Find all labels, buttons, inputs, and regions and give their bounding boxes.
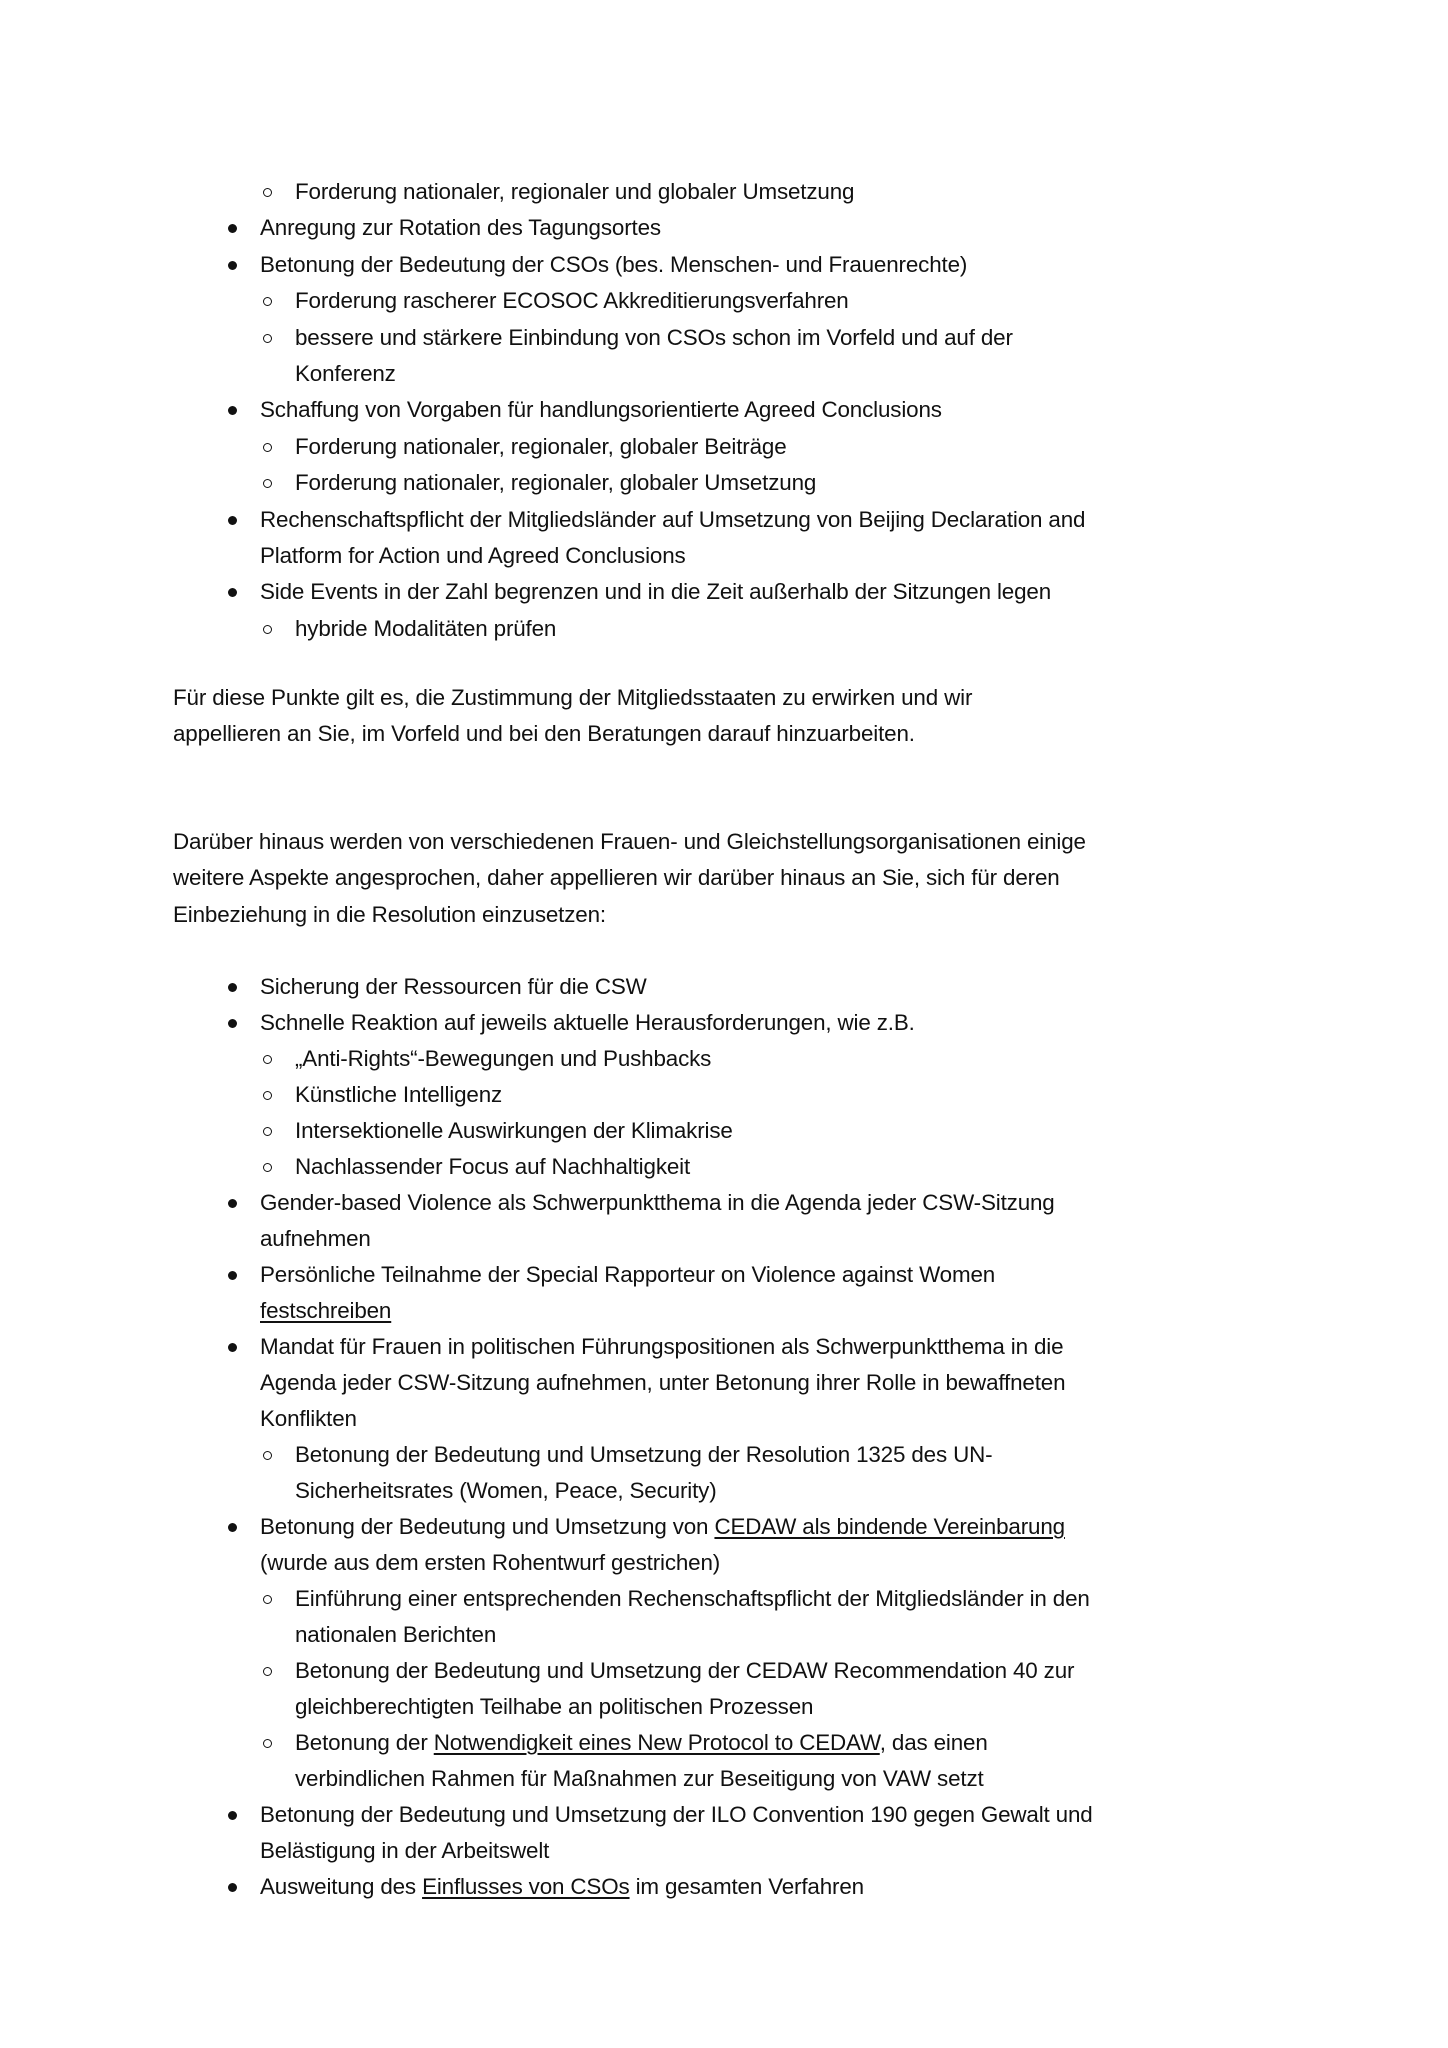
bullet-icon — [228, 983, 237, 992]
hollow-bullet-icon — [263, 1091, 272, 1100]
text-segment: im gesamten Verfahren — [629, 1874, 864, 1899]
hollow-bullet-icon — [263, 479, 272, 488]
underlined-text: Notwendigkeit eines New Protocol to CEDAW — [433, 1730, 880, 1755]
list-item: hybride Modalitäten prüfen — [295, 616, 557, 641]
underlined-text: CEDAW als bindende Vereinbarung — [714, 1514, 1065, 1539]
paragraph-line: Einbeziehung in die Resolution einzusetzen: — [173, 902, 606, 927]
list-item: „Anti-Rights“-Bewegungen und Pushbacks — [295, 1046, 712, 1071]
bullet-icon — [228, 516, 237, 525]
paragraph-line: Für diese Punkte gilt es, die Zustimmung der Mitgliedsstaaten zu erwirken und wir — [173, 685, 973, 710]
list-item — [295, 1725, 988, 1761]
text-segment: Ausweitung des — [260, 1874, 423, 1899]
list-item-continuation: nationalen Berichten — [295, 1622, 497, 1647]
list-item: Künstliche Intelligenz — [295, 1082, 503, 1107]
text-segment: Betonung der — [295, 1730, 434, 1755]
hollow-bullet-icon — [263, 625, 272, 634]
list-item: Side Events in der Zahl begrenzen und in die Zeit außerhalb der Sitzungen legen — [260, 579, 1051, 604]
list-item: Forderung nationaler, regionaler und globaler Umsetzung — [295, 179, 855, 204]
list-item-continuation: Sicherheitsrates (Women, Peace, Security) — [295, 1478, 717, 1503]
bullet-icon — [228, 1883, 237, 1892]
list-item-continuation: Belästigung in der Arbeitswelt — [260, 1838, 550, 1863]
hollow-bullet-icon — [263, 1163, 272, 1172]
list-item: Gender-based Violence als Schwerpunktthema in die Agenda jeder CSW-Sitzung — [260, 1190, 1055, 1215]
text-segment: Betonung der Bedeutung und Umsetzung von — [260, 1514, 715, 1539]
paragraph-line: appellieren an Sie, im Vorfeld und bei den Beratungen darauf hinzuarbeiten. — [173, 721, 915, 746]
list-item — [260, 1509, 1065, 1545]
list-item-continuation: aufnehmen — [260, 1226, 371, 1251]
list-item: Anregung zur Rotation des Tagungsortes — [260, 215, 661, 240]
hollow-bullet-icon — [263, 188, 272, 197]
hollow-bullet-icon — [263, 1595, 272, 1604]
hollow-bullet-icon — [263, 1739, 272, 1748]
hollow-bullet-icon — [263, 1055, 272, 1064]
list-item-continuation: verbindlichen Rahmen für Maßnahmen zur Beseitigung von VAW setzt — [295, 1766, 984, 1791]
bullet-icon — [228, 1343, 237, 1352]
list-item: Betonung der Bedeutung und Umsetzung der Resolution 1325 des UN- — [295, 1442, 993, 1467]
bullet-icon — [228, 588, 237, 597]
hollow-bullet-icon — [263, 1127, 272, 1136]
list-item: Betonung der Bedeutung und Umsetzung der ILO Convention 190 gegen Gewalt und — [260, 1802, 1093, 1827]
list-item: Intersektionelle Auswirkungen der Klimakrise — [295, 1118, 733, 1143]
list-item-continuation: (wurde aus dem ersten Rohentwurf gestrichen) — [260, 1550, 721, 1575]
list-item: Schnelle Reaktion auf jeweils aktuelle Herausforderungen, wie z.B. — [260, 1010, 915, 1035]
list-item: Forderung rascherer ECOSOC Akkreditierungsverfahren — [295, 288, 849, 313]
list-item-continuation — [260, 1293, 391, 1329]
list-item — [260, 1869, 864, 1905]
bullet-icon — [228, 261, 237, 270]
bullet-icon — [228, 224, 237, 233]
list-item: Forderung nationaler, regionaler, globaler Beiträge — [295, 434, 787, 459]
list-item: Nachlassender Focus auf Nachhaltigkeit — [295, 1154, 691, 1179]
list-item-continuation: Konflikten — [260, 1406, 357, 1431]
list-item: Schaffung von Vorgaben für handlungsorientierte Agreed Conclusions — [260, 397, 942, 422]
list-item: Forderung nationaler, regionaler, globaler Umsetzung — [295, 470, 817, 495]
list-item: Sicherung der Ressourcen für die CSW — [260, 974, 647, 999]
list-item-continuation: gleichberechtigten Teilhabe an politischen Prozessen — [295, 1694, 814, 1719]
bullet-icon — [228, 406, 237, 415]
list-item-continuation: Platform for Action und Agreed Conclusions — [260, 543, 686, 568]
list-item: Mandat für Frauen in politischen Führungspositionen als Schwerpunktthema in die — [260, 1334, 1064, 1359]
hollow-bullet-icon — [263, 1451, 272, 1460]
hollow-bullet-icon — [263, 1667, 272, 1676]
list-item: bessere und stärkere Einbindung von CSOs schon im Vorfeld und auf der — [295, 325, 1013, 350]
paragraph-line: weitere Aspekte angesprochen, daher appellieren wir darüber hinaus an Sie, sich für deren — [173, 865, 1060, 890]
hollow-bullet-icon — [263, 443, 272, 452]
bullet-icon — [228, 1199, 237, 1208]
list-item-continuation: Agenda jeder CSW-Sitzung aufnehmen, unter Betonung ihrer Rolle in bewaffneten — [260, 1370, 1066, 1395]
underlined-text: festschreiben — [260, 1298, 392, 1323]
list-item: Betonung der Bedeutung und Umsetzung der CEDAW Recommendation 40 zur — [295, 1658, 1075, 1683]
list-item-continuation: Konferenz — [295, 361, 396, 386]
list-item: Betonung der Bedeutung der CSOs (bes. Menschen- und Frauenrechte) — [260, 252, 968, 277]
bullet-icon — [228, 1019, 237, 1028]
list-item: Rechenschaftspflicht der Mitgliedsländer auf Umsetzung von Beijing Declaration and — [260, 507, 1086, 532]
underlined-text: Einflusses von CSOs — [422, 1874, 630, 1899]
bullet-icon — [228, 1811, 237, 1820]
list-item: Persönliche Teilnahme der Special Rapporteur on Violence against Women — [260, 1262, 996, 1287]
list-item: Einführung einer entsprechenden Rechenschaftspflicht der Mitgliedsländer in den — [295, 1586, 1090, 1611]
hollow-bullet-icon — [263, 297, 272, 306]
bullet-icon — [228, 1271, 237, 1280]
paragraph-line: Darüber hinaus werden von verschiedenen Frauen- und Gleichstellungsorganisationen einige — [173, 829, 1086, 854]
text-segment: , das einen — [879, 1730, 988, 1755]
hollow-bullet-icon — [263, 334, 272, 343]
bullet-icon — [228, 1523, 237, 1532]
